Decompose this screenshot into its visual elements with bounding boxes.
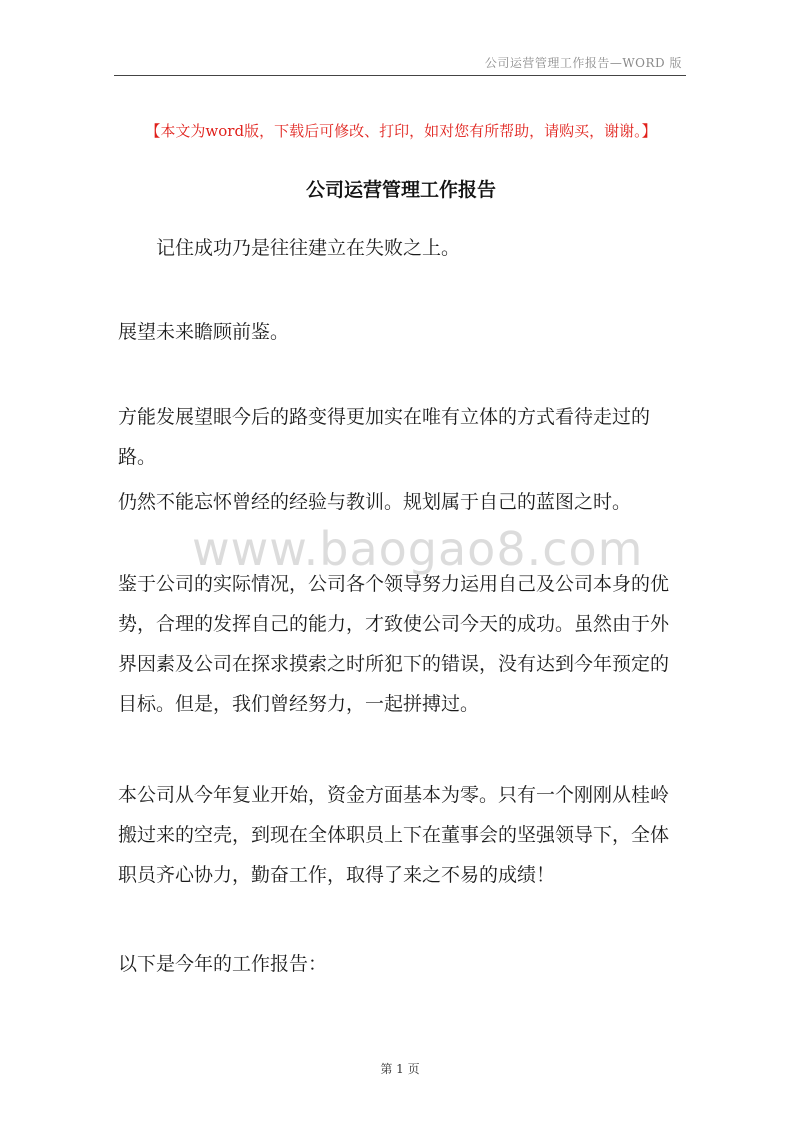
document-title: 公司运营管理工作报告 xyxy=(305,179,496,201)
paragraph-7: 以下是今年的工作报告： xyxy=(118,953,328,975)
paragraph-4: 仍然不能忘怀曾经的经验与教训。规划属于自己的蓝图之时。 xyxy=(118,491,632,513)
page-number: 第 1 页 xyxy=(380,1062,420,1076)
paragraph-1: 记住成功乃是往往建立在失败之上。 xyxy=(156,237,461,259)
paragraph-5: 鉴于公司的实际情况，公司各个领导努力运用自己及公司本身的优势，合理的发挥自己的能力，才致使公司今天的成功。虽然由于外界因素及公司在探求摸索之时所犯下的错误，没有达到今年预定的目标。但是，我们曾经努力，一起拼搏过。 xyxy=(118,573,670,715)
header-divider xyxy=(114,75,686,76)
running-header: 公司运营管理工作报告—WORD 版 xyxy=(484,56,682,70)
paragraph-3: 方能发展望眼今后的路变得更加实在唯有立体的方式看待走过的路。 xyxy=(118,406,651,468)
site-watermark: www.baogao8.com xyxy=(192,522,644,576)
paragraph-2: 展望未来瞻顾前鉴。 xyxy=(118,321,290,343)
purchase-notice: 【本文为word版，下载后可修改、打印，如对您有所帮助，请购买，谢谢。】 xyxy=(145,122,657,140)
paragraph-6: 本公司从今年复业开始，资金方面基本为零。只有一个刚刚从桂岭搬过来的空壳，到现在全体职员上下在董事会的坚强领导下，全体职员齐心协力，勤奋工作，取得了来之不易的成绩！ xyxy=(118,784,670,886)
